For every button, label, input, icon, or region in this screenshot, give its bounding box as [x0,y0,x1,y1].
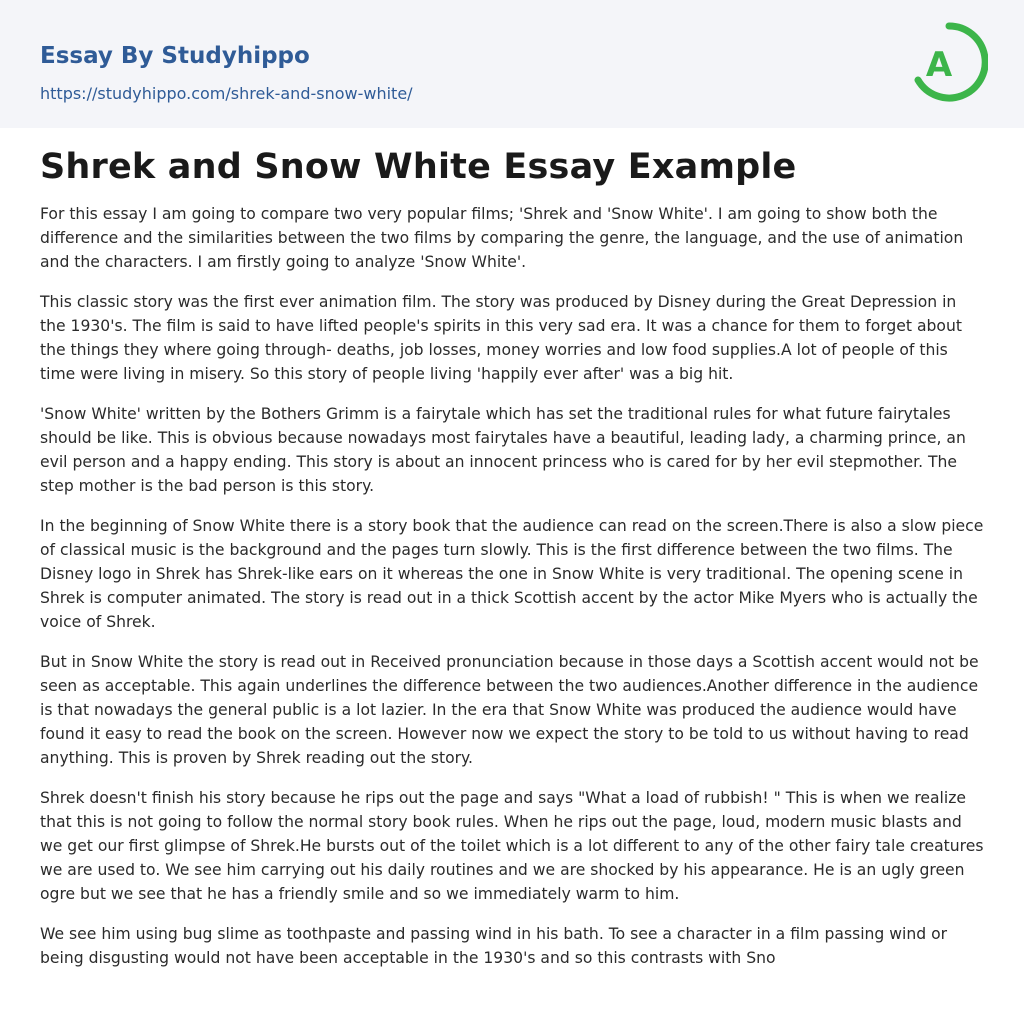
page-title: Shrek and Snow White Essay Example [40,147,797,187]
paragraph: We see him using bug slime as toothpaste and passing wind in his bath. To see a character in a film passing wind or being disgusting would not have been acceptable in the 1930's and so this contrasts with Sno [40,925,948,967]
logo-letter: A [925,45,953,85]
paragraph: But in Snow White the story is read out in Received pronunciation because in those days a Scottish accent would not be seen as acceptable. This again underlines the difference between the two audiences.Another difference in the audience is that nowadays the general public is a lot lazier. In the era that Snow White was produced the audience would have found it easy to read the book on the screen. However now we expect the story to be told to us without having to read anything. This is proven by Shrek reading out the story. [40,653,979,767]
paragraph: For this essay I am going to compare two very popular films; 'Shrek and 'Snow White'. I am going to show both the difference and the similarities between the two films by comparing the genre, the language, and the use of animation and the characters. I am firstly going to analyze 'Snow White'. [40,205,964,271]
studyhippo-logo-icon[interactable] [910,18,988,106]
article [40,144,984,986]
site-header [0,0,1024,128]
paragraph: In the beginning of Snow White there is a story book that the audience can read on the screen.There is also a slow piece of classical music is the background and the pages turn slowly. This is the first difference between the two films. The Disney logo in Shrek has Shrek-like ears on it whereas the one in Snow White is very traditional. The opening scene in Shrek is computer animated. The story is read out in a thick Scottish accent by the actor Mike Myers who is actually the voice of Shrek. [40,517,984,631]
paragraph: 'Snow White' written by the Bothers Grimm is a fairytale which has set the traditional rules for what future fairytales should be like. This is obvious because nowadays most fairytales have a beautiful, leading lady, a charming prince, an evil person and a happy ending. This story is about an innocent princess who is cared for by her evil stepmother. The step mother is the bad person is this story. [40,405,966,495]
paragraph: Shrek doesn't finish his story because he rips out the page and says "What a load of rubbish! " This is when we realize that this is not going to follow the normal story book rules. When he rips out the page, loud, modern music blasts and we get our first glimpse of Shrek.He bursts out of the toilet which is a lot different to any of the other fairy tale creatures we are used to. We see him carrying out his daily routines and we are shocked by his appearance. He is an ugly green ogre but we see that he has a friendly smile and so we immediately warm to him. [40,789,984,903]
brand-title[interactable]: Essay By Studyhippo [40,43,310,69]
paragraph: This classic story was the first ever animation film. The story was produced by Disney during the Great Depression in the 1930's. The film is said to have lifted people's spirits in this very sad era. It was a chance for them to forget about the things they where going through- deaths, job losses, money worries and low food supplies.A lot of people of this time were living in misery. So this story of people living 'happily ever after' was a big hit. [40,293,962,383]
source-url-link[interactable]: https://studyhippo.com/shrek-and-snow-white/ [40,84,413,103]
